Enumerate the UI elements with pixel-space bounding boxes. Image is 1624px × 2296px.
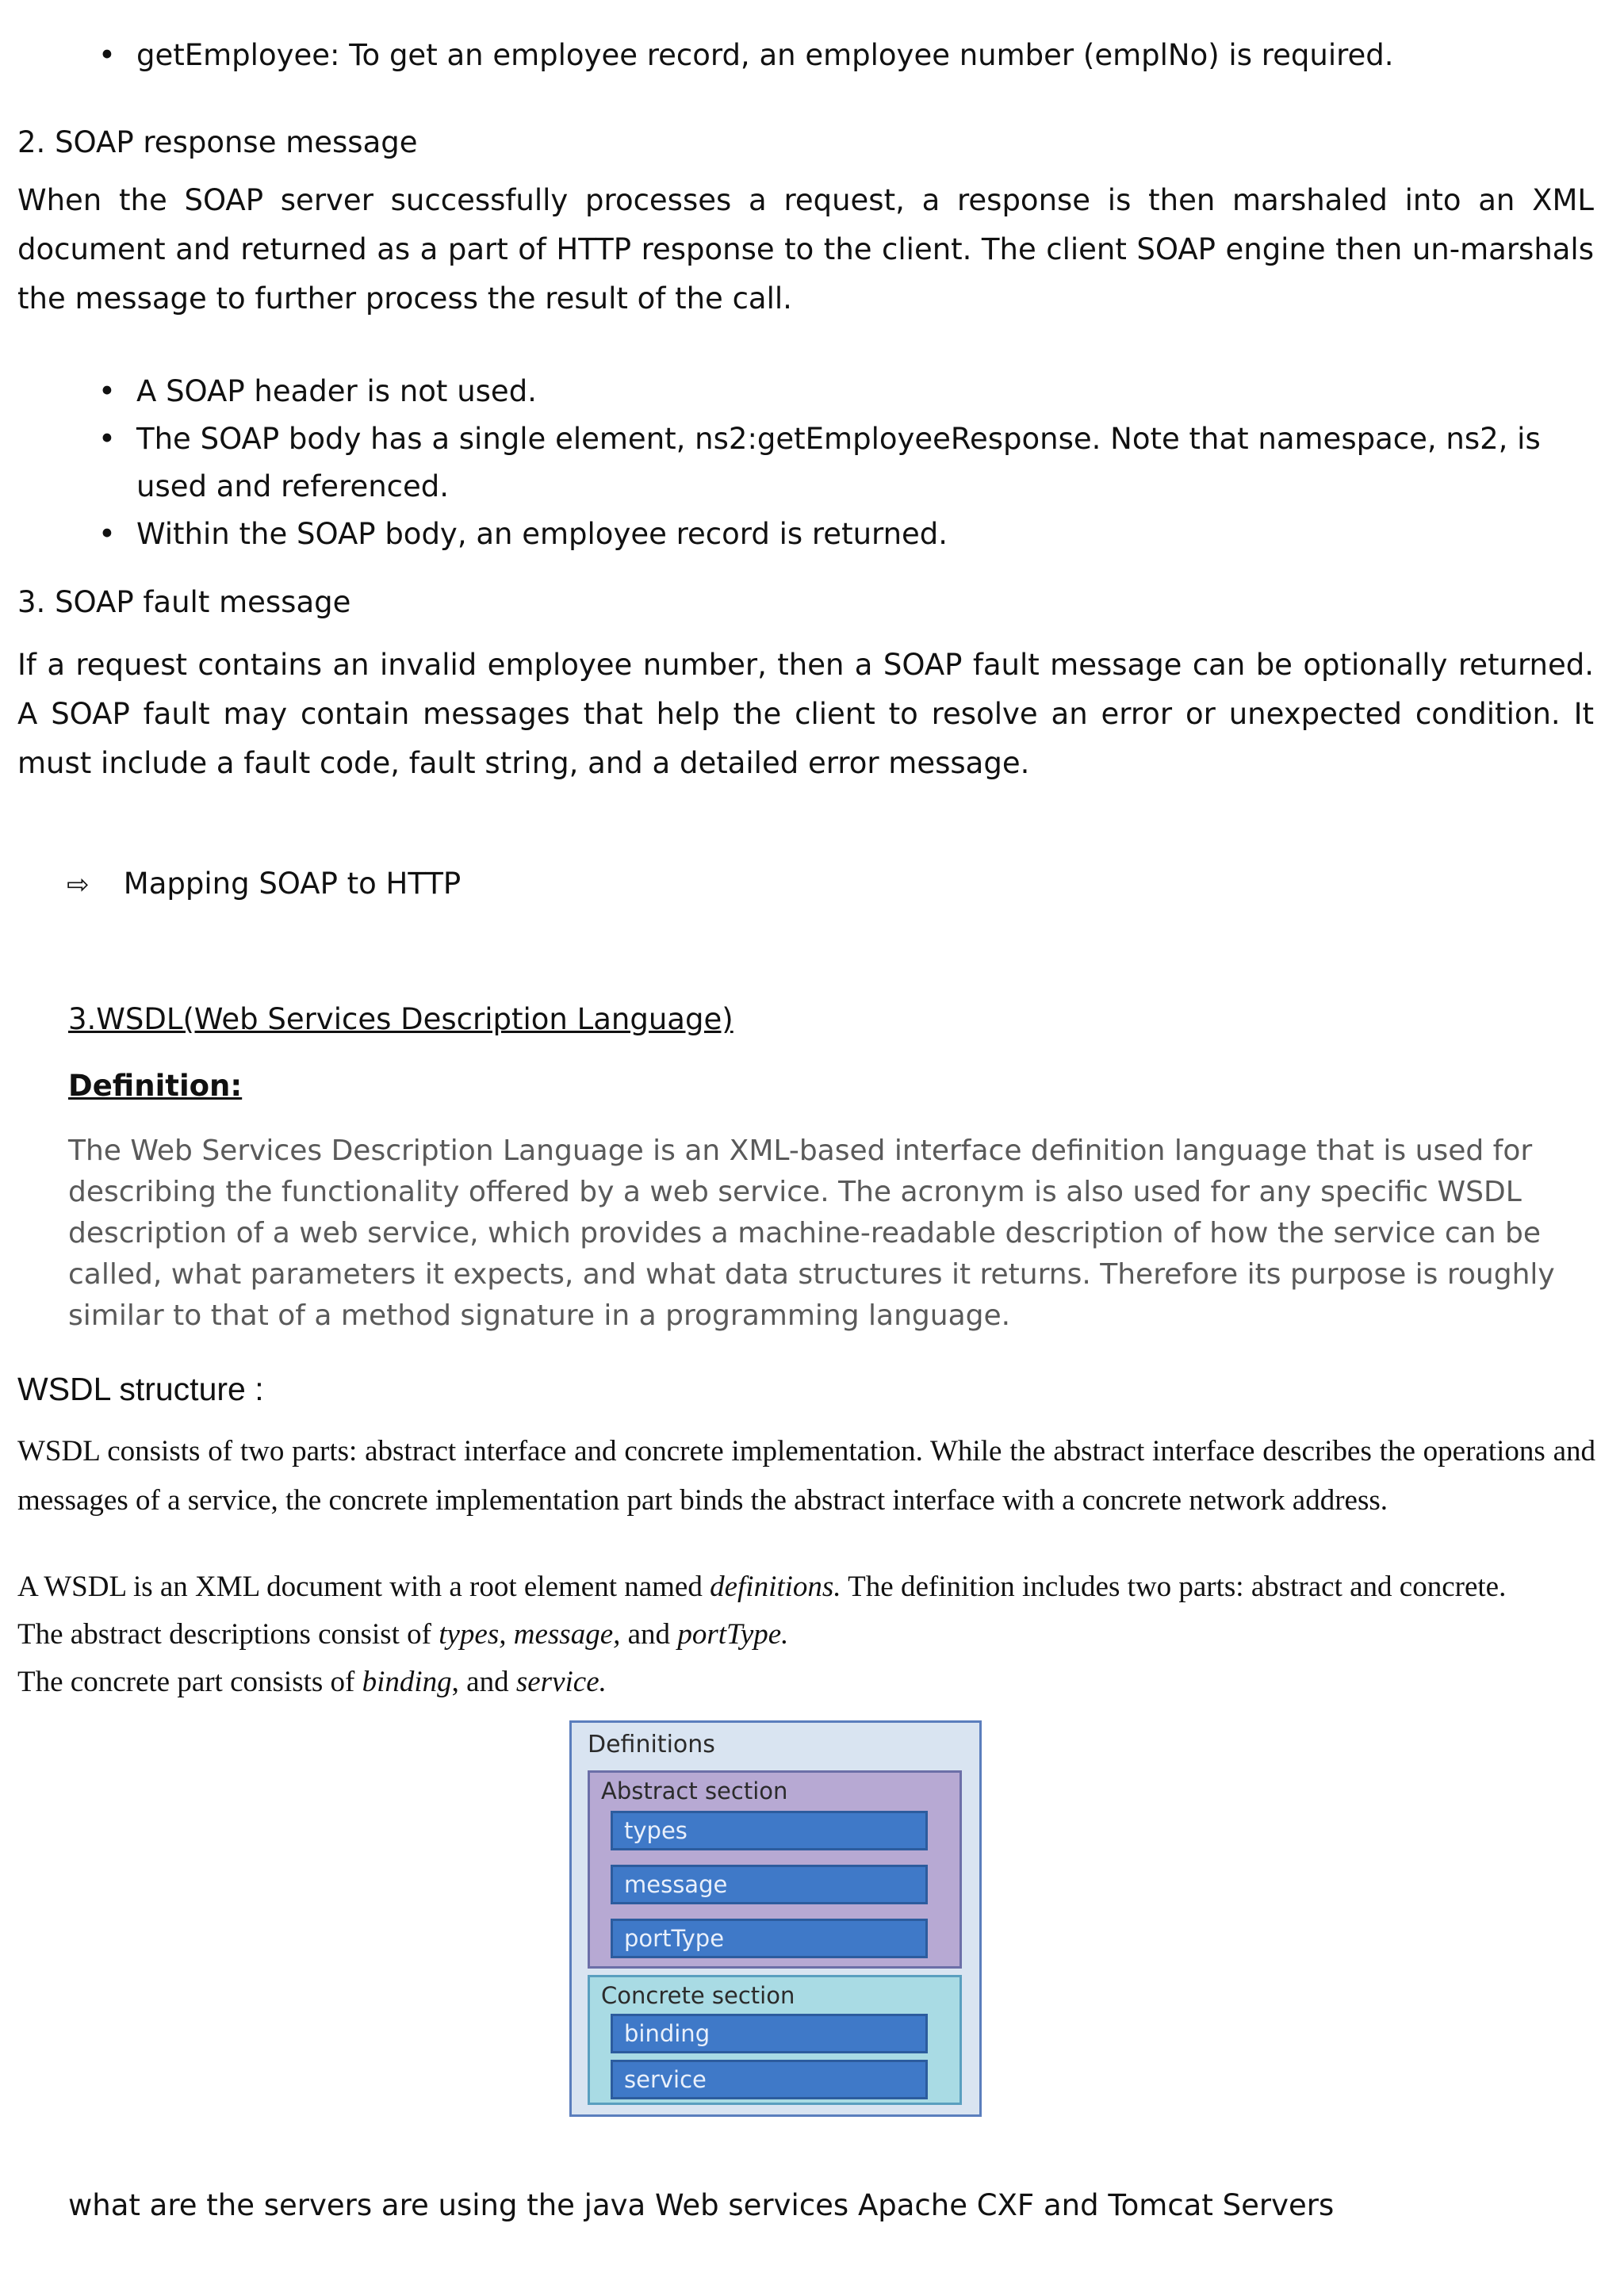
text-emphasis: types, message, (439, 1618, 621, 1651)
top-bullet-list (98, 32, 1589, 79)
soap-fault-heading: 3. SOAP fault message (17, 585, 351, 619)
wsdl-structure-diagram (569, 1720, 982, 2117)
list-item: • A SOAP header is not used. (98, 368, 1589, 415)
message-box: message (611, 1865, 928, 1904)
text-run: The abstract descriptions consist of (17, 1618, 439, 1651)
list-item: • Within the SOAP body, an employee record is returned. (98, 511, 1589, 558)
abstract-section-label: Abstract section (601, 1777, 788, 1804)
soap-response-bullets (98, 368, 1589, 558)
arrow-right-icon: ⇨ (67, 869, 90, 901)
wsdl-definitions-paragraph (17, 1563, 1595, 1611)
text-emphasis: portType. (677, 1618, 789, 1651)
mapping-item (67, 860, 461, 909)
diagram-title: Definitions (588, 1731, 715, 1758)
text-emphasis: binding (362, 1666, 452, 1698)
text-run: A WSDL is an XML document with a root element named (17, 1571, 710, 1603)
text-emphasis: service. (515, 1666, 607, 1698)
types-box: types (611, 1811, 928, 1850)
abstract-section (588, 1770, 962, 1969)
soap-response-heading: 2. SOAP response message (17, 125, 418, 159)
abstract-description-line (17, 1611, 1595, 1659)
concrete-description-line (17, 1659, 1595, 1706)
concrete-section-label: Concrete section (601, 1982, 795, 2009)
closing-question: what are the servers are using the java Web services Apache CXF and Tomcat Servers (68, 2188, 1335, 2222)
text-run: , and (451, 1666, 516, 1698)
binding-box: binding (611, 2014, 928, 2053)
wsdl-structure-heading: WSDL structure : (17, 1371, 264, 1407)
text-run: The definition includes two parts: abstract and concrete. (841, 1571, 1507, 1603)
list-item: • The SOAP body has a single element, ns2:getEmployeeResponse. Note that namespace, ns2, is used and referenced. (98, 415, 1589, 511)
porttype-box: portType (611, 1919, 928, 1958)
text-emphasis: definitions. (710, 1571, 841, 1603)
list-item: • getEmployee: To get an employee record, an employee number (emplNo) is required. (98, 32, 1589, 79)
wsdl-structure-paragraph: WSDL consists of two parts: abstract interface and concrete implementation. While the abstract interface describes the operations and messages of a service, the concrete implementation part binds the abstract interface with a concrete network address. (17, 1435, 1595, 1517)
soap-fault-paragraph: If a request contains an invalid employee number, then a SOAP fault message can be optionally returned. A SOAP fault may contain messages that help the client to resolve an error or unexpected condition. It must include a fault code, fault string, and a detailed error message. (17, 648, 1594, 780)
text-run: The concrete part consists of (17, 1666, 362, 1698)
service-box: service (611, 2060, 928, 2099)
text-run: and (620, 1618, 678, 1651)
wsdl-title: 3.WSDL(Web Services Description Language) (68, 1002, 733, 1036)
soap-response-paragraph: When the SOAP server successfully processes a request, a response is then marshaled into an XML document and returned as a part of HTTP response to the client. The client SOAP engine then un-marshals the message to further process the result of the call. (17, 183, 1594, 316)
mapping-label: Mapping SOAP to HTTP (123, 867, 462, 901)
concrete-section (588, 1975, 962, 2105)
definition-paragraph: The Web Services Description Language is an XML-based interface definition language that is used for describing the functionality offered by a web service. The acronym is also used for any specific WSDL description of a web service, which provides a machine-readable description of how the service can be called, what parameters it expects, and what data structures it returns. Therefore its purpose is roughly similar to that of a method signature in a programming language. (68, 1135, 1555, 1332)
definition-label: Definition: (68, 1069, 243, 1103)
